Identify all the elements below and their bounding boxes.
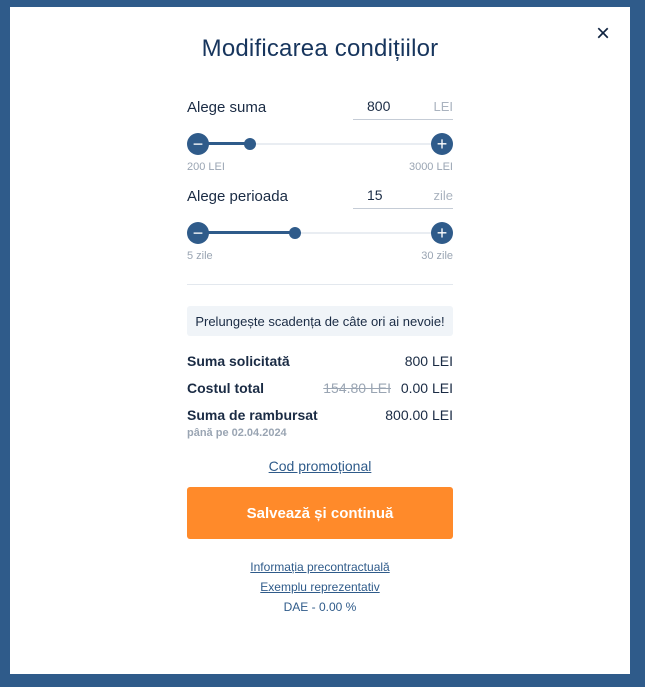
requested-label: Suma solicitată — [187, 353, 290, 369]
period-minus-icon[interactable]: − — [187, 222, 209, 244]
modal-dialog — [10, 7, 630, 674]
summary-repay-row — [187, 407, 453, 427]
period-unit: zile — [433, 188, 453, 203]
summary-cost-row — [187, 380, 453, 400]
dae-text: DAE - 0.00 % — [283, 600, 357, 614]
amount-slider[interactable] — [187, 133, 453, 155]
due-date-note: până pe 02.04.2024 — [187, 427, 287, 439]
amount-unit: LEI — [433, 99, 453, 114]
slider-fill — [197, 231, 295, 234]
period-row — [187, 186, 453, 212]
period-slider[interactable] — [187, 222, 453, 244]
total-cost-value: 0.00 LEI — [400, 380, 453, 396]
info-banner: Prelungește scadența de câte ori ai nevoie! — [187, 306, 453, 336]
amount-min-label: 200 LEI — [187, 161, 225, 173]
close-icon[interactable]: × — [595, 20, 610, 47]
representative-example-link[interactable]: Exemplu reprezentativ — [260, 580, 380, 594]
divider — [187, 284, 453, 285]
amount-max-label: 3000 LEI — [408, 161, 453, 173]
period-field[interactable] — [353, 186, 453, 209]
period-value: 15 — [367, 187, 383, 203]
amount-field[interactable] — [353, 97, 453, 120]
precontract-info-link[interactable]: Informația precontractuală — [250, 560, 390, 574]
amount-value: 800 — [367, 98, 391, 114]
slider-knob[interactable] — [244, 138, 256, 150]
period-label: Alege perioada — [187, 188, 288, 205]
save-continue-button[interactable]: Salvează și continuă — [187, 487, 453, 539]
amount-plus-icon[interactable]: + — [431, 133, 453, 155]
requested-value: 800 LEI — [404, 353, 453, 369]
amount-label: Alege suma — [187, 99, 267, 116]
amount-row — [187, 97, 453, 123]
total-cost-old: 154.80 LEI — [323, 380, 391, 396]
period-min-label: 5 zile — [187, 250, 213, 262]
amount-minus-icon[interactable]: − — [187, 133, 209, 155]
summary-requested-row — [187, 353, 453, 373]
period-range-labels — [187, 250, 453, 264]
modal-title: Modificarea condițiilor — [201, 35, 439, 62]
repay-value: 800.00 LEI — [385, 407, 453, 423]
repay-label: Suma de rambursat — [187, 407, 318, 423]
total-cost-label: Costul total — [187, 380, 264, 396]
period-plus-icon[interactable]: + — [431, 222, 453, 244]
promo-code-link[interactable]: Cod promoțional — [268, 458, 372, 474]
amount-range-labels — [187, 161, 453, 175]
slider-knob[interactable] — [289, 227, 301, 239]
period-max-label: 30 zile — [421, 250, 453, 262]
